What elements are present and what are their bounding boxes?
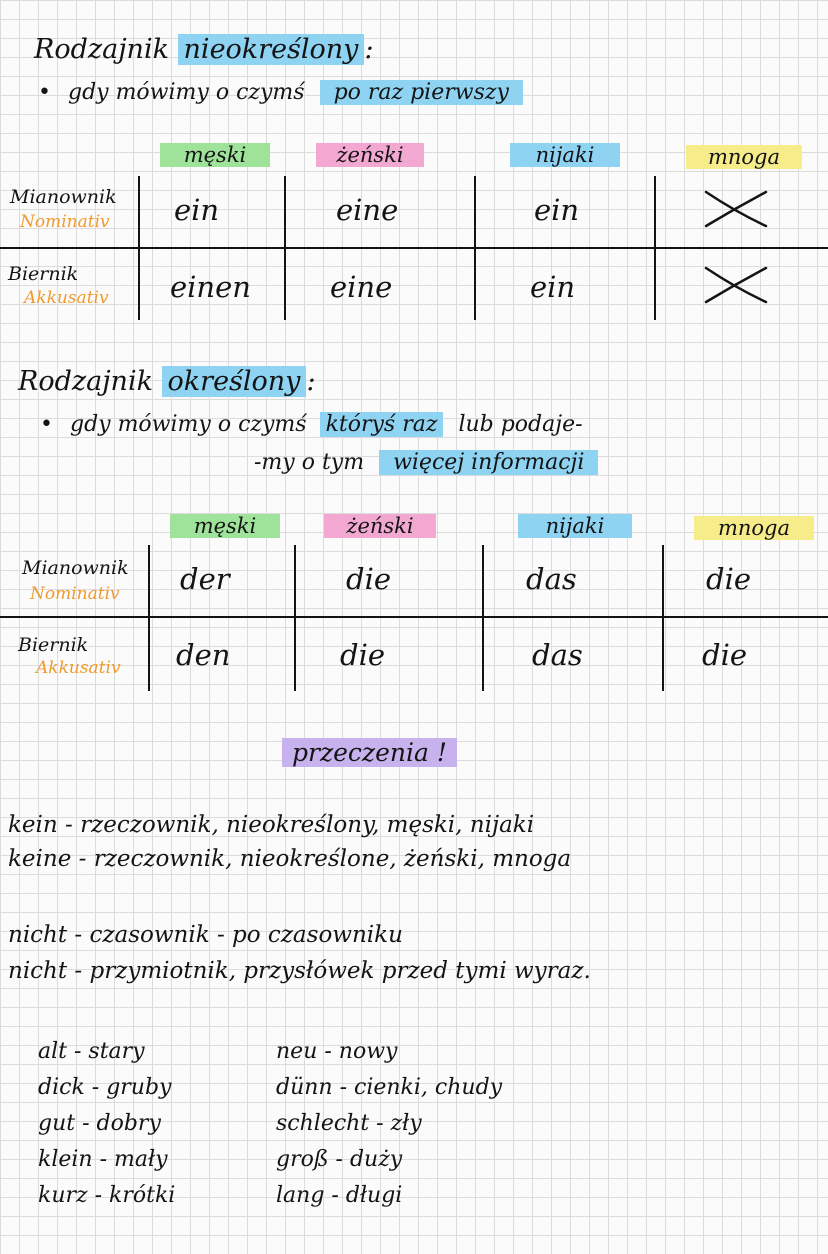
table2-cell: der <box>180 562 230 596</box>
section2-title: Rodzajnik określony : <box>18 366 316 397</box>
vocab-right-list <box>276 1034 502 1214</box>
vocab-item: klein - mały <box>38 1147 168 1172</box>
table2-row-sublabel: Nominativ <box>30 584 120 604</box>
cross-icon <box>702 262 770 308</box>
table1-col-line <box>654 176 656 320</box>
vocab-item: neu - nowy <box>276 1039 398 1064</box>
table2-row-sublabel: Akkusativ <box>36 658 121 678</box>
vocab-left-list <box>38 1034 175 1214</box>
table2-col-line <box>148 545 150 691</box>
table1-cell: ein <box>530 270 576 304</box>
table2-cell: die <box>706 562 752 596</box>
vocab-item: schlecht - zły <box>276 1111 422 1136</box>
section2-line1: • gdy mówimy o czymś któryś raz lub podaje- <box>40 412 583 437</box>
table1-col-line <box>474 176 476 320</box>
table1-row-divider <box>0 247 828 249</box>
table1-col-line <box>284 176 286 320</box>
table2-cell: die <box>702 638 748 672</box>
negation-line: nicht - przymiotnik, przysłówek przed tymi wyraz. <box>8 958 591 984</box>
table2-col-line <box>482 545 484 691</box>
section1-line1: • gdy mówimy o czymś po raz pierwszy <box>38 80 523 105</box>
table2-row-label: Biernik <box>18 634 89 656</box>
vocab-item: dünn - cienki, chudy <box>276 1075 503 1100</box>
table2-header-masc: męski <box>170 514 280 538</box>
table1-header-neut: nijaki <box>510 143 620 167</box>
table2-col-line <box>294 545 296 691</box>
section2-line1-highlight: któryś raz <box>320 412 444 437</box>
section1-title: Rodzajnik nieokreślony : <box>34 34 374 65</box>
negation-line: kein - rzeczownik, nieokreślony, męski, nijaki <box>8 812 535 838</box>
table1-cell: ein <box>534 193 580 227</box>
table2-cell: das <box>526 562 577 596</box>
table1-cell: eine <box>330 270 393 304</box>
table2-cell: die <box>340 638 386 672</box>
table1-row-sublabel: Akkusativ <box>24 288 109 308</box>
section2-line2-highlight: więcej informacji <box>379 450 598 475</box>
table2-header-fem: żeński <box>324 514 436 538</box>
section2-line2: -my o tym więcej informacji <box>254 450 598 475</box>
table1-row-sublabel: Nominativ <box>20 212 110 232</box>
table1-row-label: Mianownik <box>10 186 117 208</box>
table2-cell: das <box>532 638 583 672</box>
table2-cell: die <box>346 562 392 596</box>
table1-col-line <box>138 176 140 320</box>
table2-header-plural: mnoga <box>694 516 814 540</box>
section1-line1-highlight: po raz pierwszy <box>320 80 523 105</box>
negation-line: keine - rzeczownik, nieokreślone, żeński, mnoga <box>8 846 572 872</box>
table2-col-line <box>662 545 664 691</box>
table1-header-masc: męski <box>160 143 270 167</box>
negation-heading: przeczenia ! <box>282 738 457 767</box>
vocab-item: gut - dobry <box>38 1111 161 1136</box>
vocab-item: kurz - krótki <box>38 1183 176 1208</box>
table1-cell: eine <box>336 193 399 227</box>
table1-cell: ein <box>174 193 220 227</box>
vocab-item: alt - stary <box>38 1039 145 1064</box>
section2-title-highlight: określony <box>162 366 307 397</box>
table2-header-neut: nijaki <box>518 514 632 538</box>
table1-cell: einen <box>170 270 251 304</box>
table2-cell: den <box>176 638 231 672</box>
table1-row-label: Biernik <box>8 263 79 285</box>
negation-line: nicht - czasownik - po czasowniku <box>8 922 403 948</box>
vocab-item: groß - duży <box>276 1147 403 1172</box>
vocab-item: dick - gruby <box>38 1075 172 1100</box>
table2-row-label: Mianownik <box>22 557 129 579</box>
vocab-item: lang - długi <box>276 1183 403 1208</box>
cross-icon <box>702 186 770 232</box>
table2-row-divider <box>0 616 828 618</box>
section1-title-highlight: nieokreślony <box>178 34 365 65</box>
table1-header-plural: mnoga <box>686 145 802 169</box>
table1-header-fem: żeński <box>316 143 424 167</box>
